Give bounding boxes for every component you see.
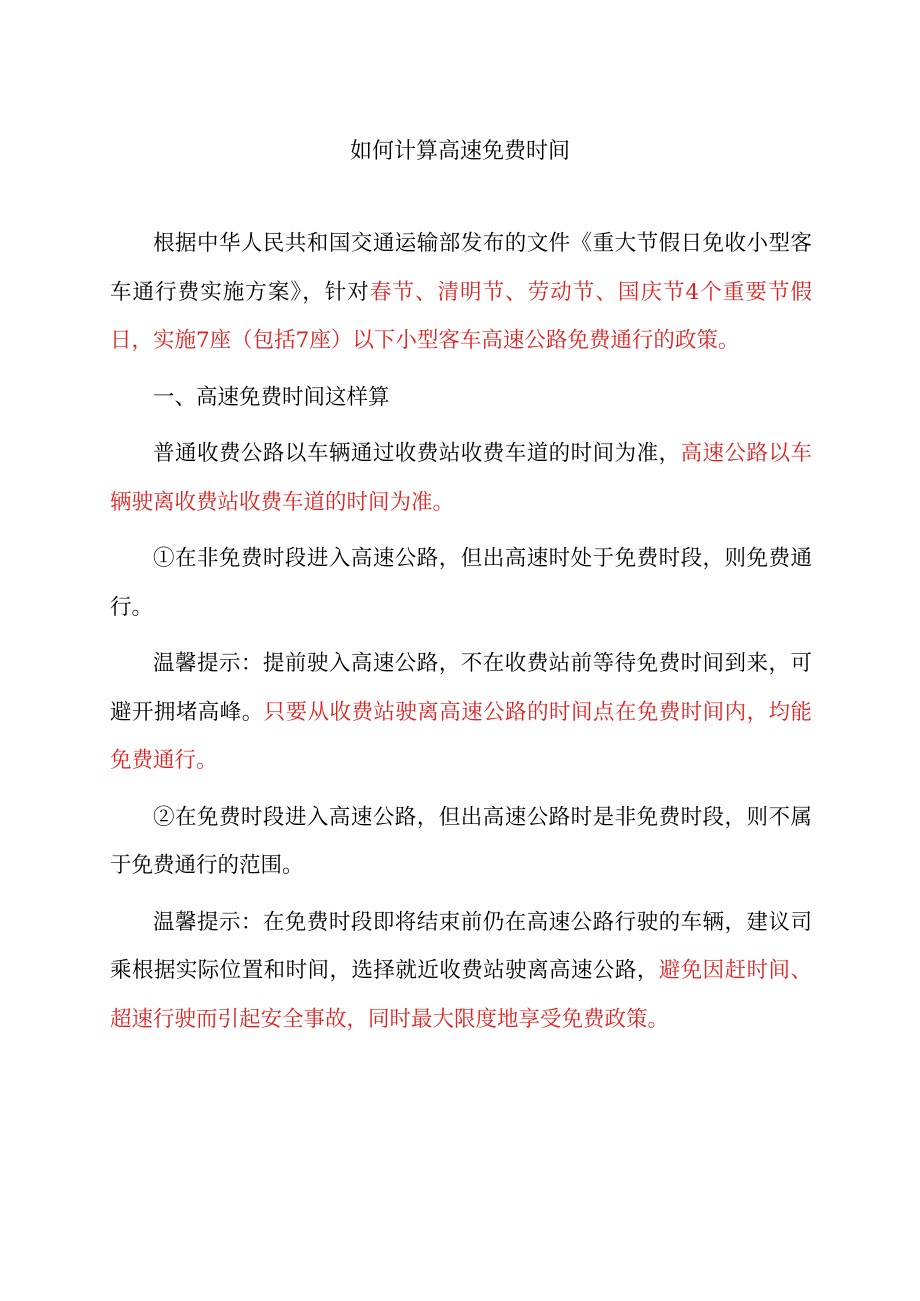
text-run: 一、高速免费时间这样算 (153, 384, 390, 410)
highlighted-text-run: 避免因赶时间、超速行驶而引起安全事故，同时最大限度地享受免费政策。 (110, 958, 812, 1032)
text-run: ②在免费时段进入高速公路，但出高速公路时是非免费时段，则不属于免费通行的范围。 (110, 804, 812, 878)
text-run: 温馨提示：在免费时段即将结束前仍在高速公路行驶的车辆，建议司乘根据实际位置和时间，选择就近收费站驶离高速公路， (110, 909, 812, 983)
paragraph-tip-1 (110, 640, 812, 786)
document-title: 如何计算高速免费时间 (349, 139, 570, 164)
section-heading (110, 374, 812, 423)
paragraph-tip-2 (110, 899, 812, 1045)
text-run: 温馨提示：提前驶入高速公路，不在收费站前等待免费时间到来，可避开拥堵高峰。 (110, 651, 812, 725)
paragraph-case-1 (110, 535, 812, 632)
paragraph-intro (110, 220, 812, 366)
text-run: 普通收费公路以车辆通过收费站收费车道的时间为准， (153, 441, 681, 466)
text-run: ①在非免费时段进入高速公路，但出高速时处于免费时段，则免费通行。 (110, 546, 812, 620)
text-run: 根据中华人民共和国交通运输部发布的文件《重大节假日免收小型客车通行费实施方案》，针对 (110, 231, 812, 305)
document-body (110, 220, 812, 1052)
paragraph-case-2 (110, 794, 812, 891)
highlighted-text-run: 只要从收费站驶离高速公路的时间点在免费时间内，均能免费通行。 (110, 699, 812, 773)
paragraph-rule (110, 430, 812, 527)
highlighted-text-run: 高速公路以车辆驶离收费站收费车道的时间为准。 (110, 441, 812, 515)
highlighted-text-run: 春节、清明节、劳动节、国庆节4个重要节假日，实施7座（包括7座）以下小型客车高速公路免费通行的政策。 (110, 279, 812, 353)
